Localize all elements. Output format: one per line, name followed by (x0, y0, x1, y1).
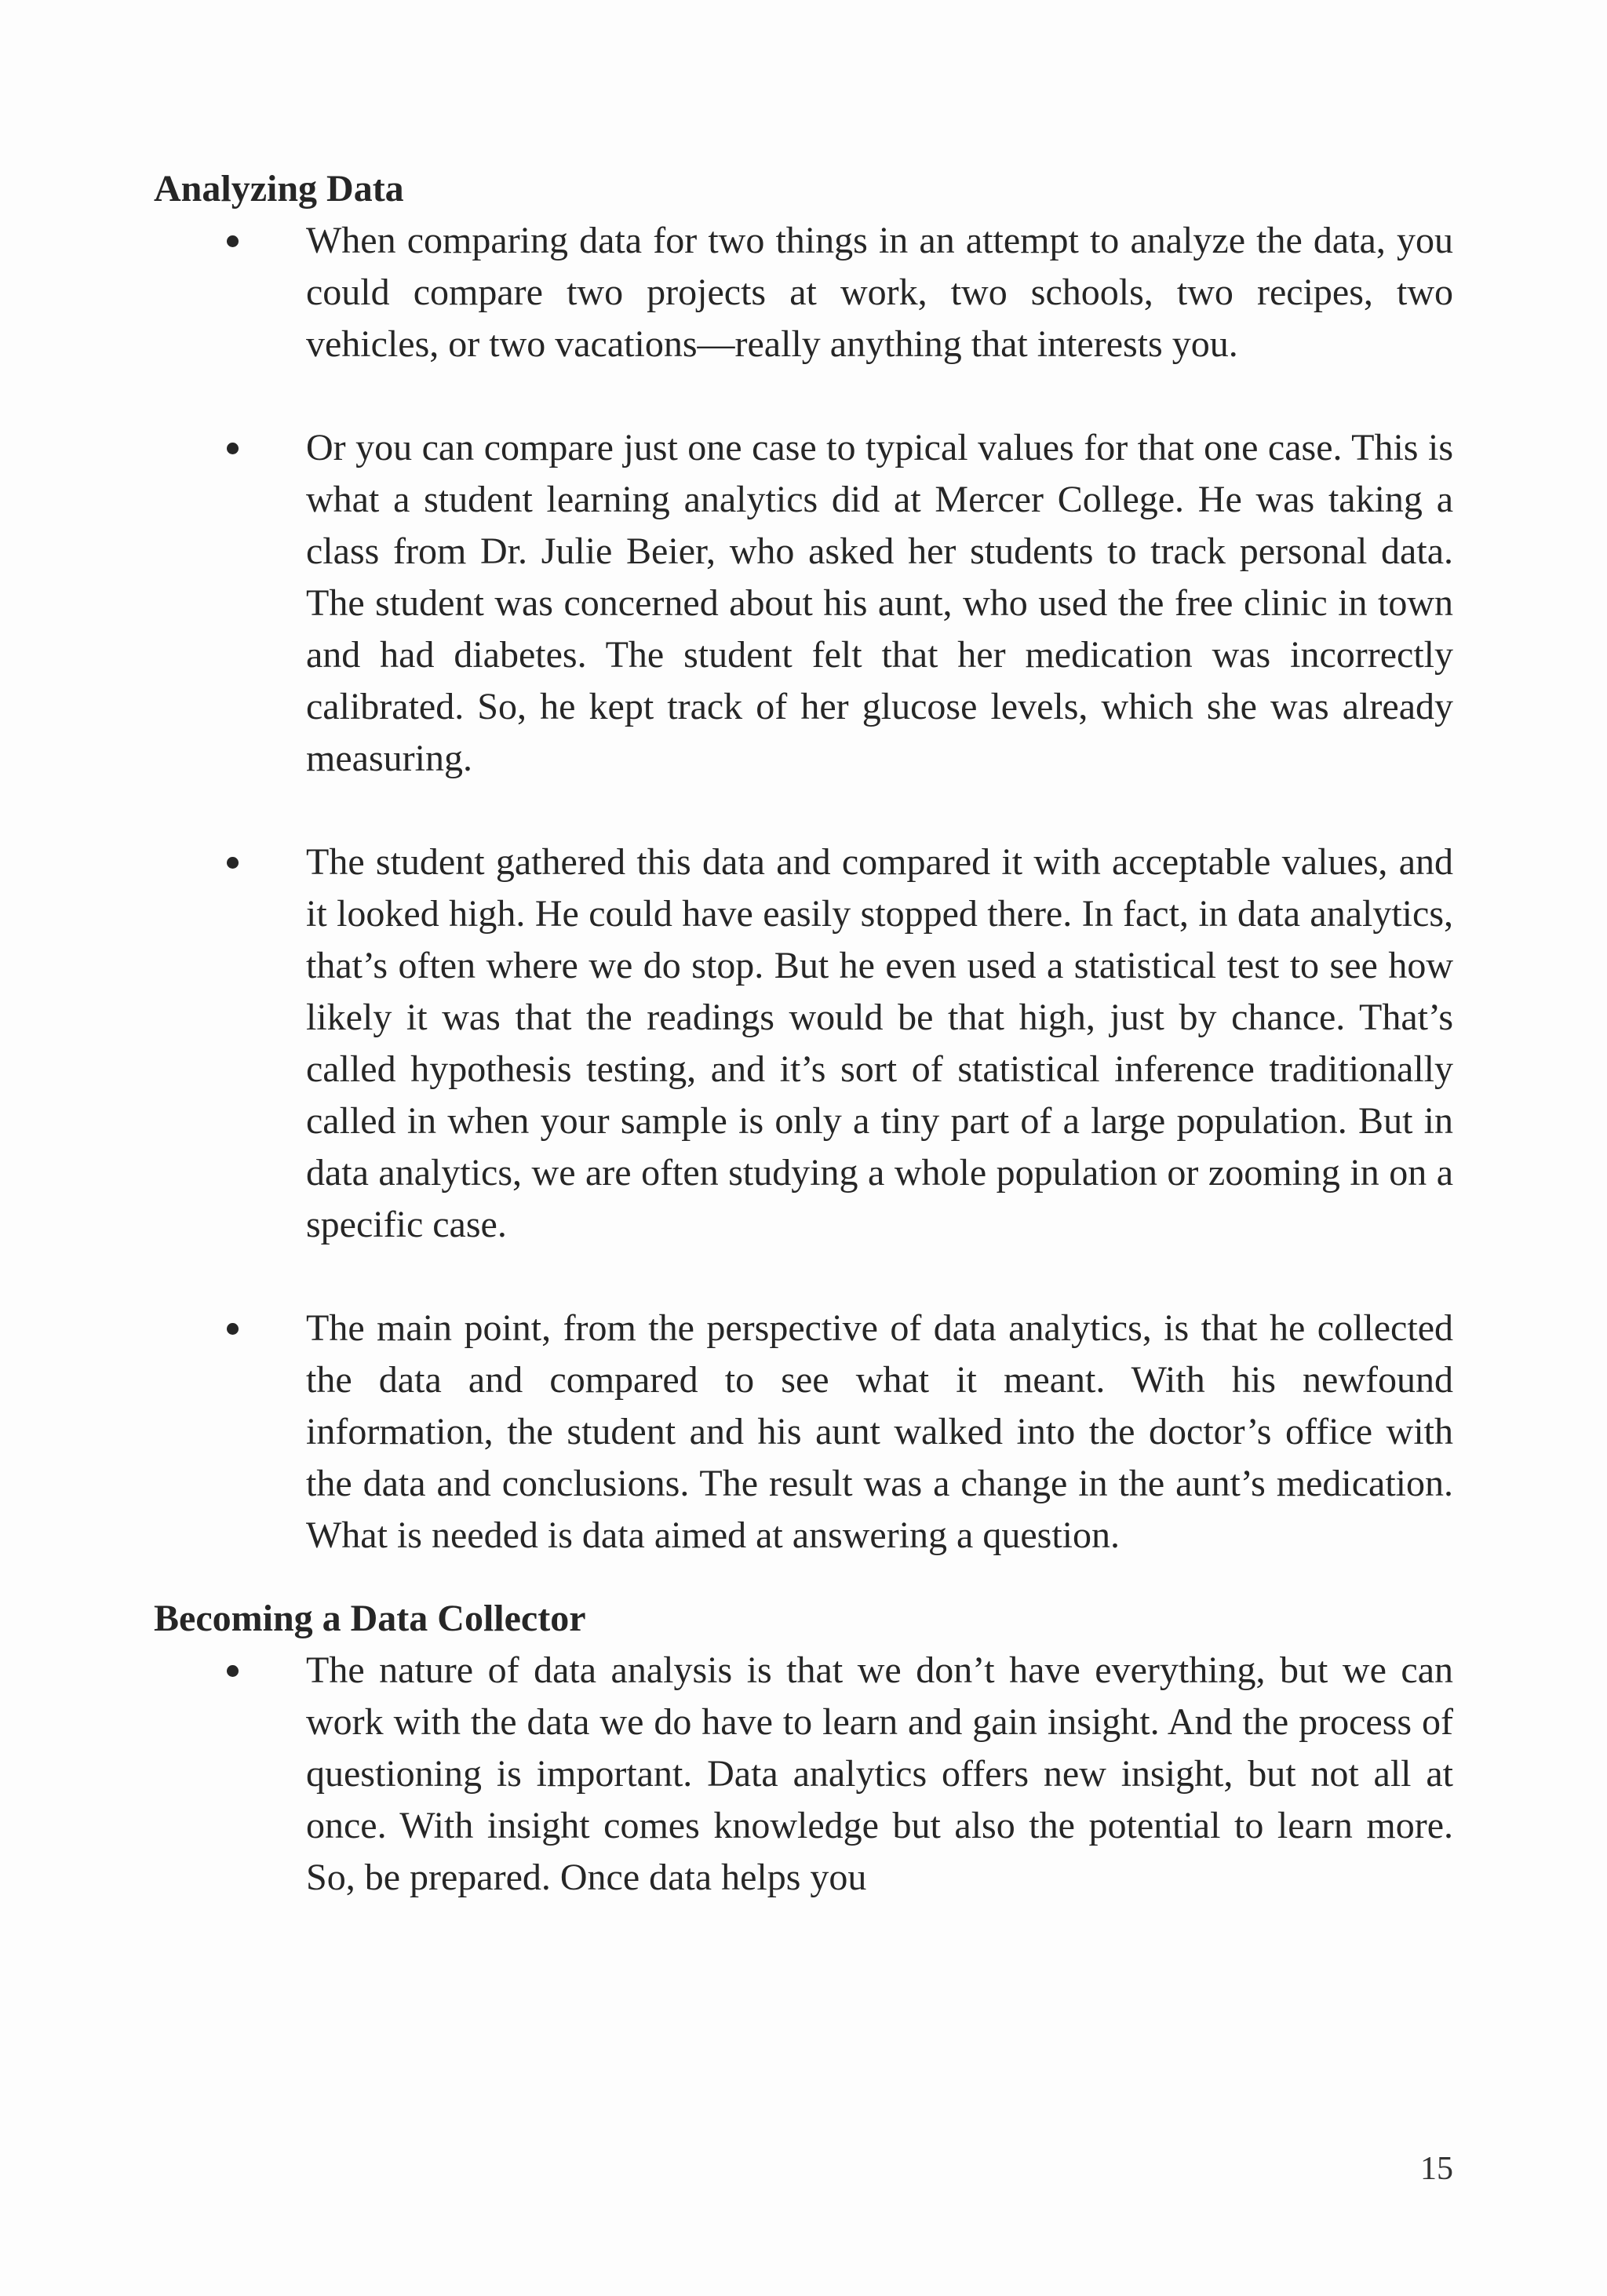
bullet-list-analyzing-data (154, 215, 1453, 1562)
bullet-icon (227, 857, 239, 869)
bullet-text: Or you can compare just one case to typical values for that one case. This is what a student learning analytics did at Mercer College. He was taking a class from Dr. Julie Beier, who asked her students to track personal data. The student was concerned about his aunt, who used the free clinic in town and had diabetes. The student felt that her medication was incorrectly calibrated. So, he kept track of her glucose levels, which she was already measuring. (306, 427, 1453, 779)
bullet-text: The main point, from the perspective of data analytics, is that he collected the data and compared to see what it meant. With his newfound information, the student and his aunt walked into the doctor’s office with the data and conclusions. The result was a change in the aunt’s medication. What is needed is data aimed at answering a question. (306, 1307, 1453, 1556)
page-content (154, 163, 1453, 1955)
list-item (154, 1645, 1453, 1904)
bullet-list-becoming-a-data-collector (154, 1645, 1453, 1904)
section-heading-becoming-a-data-collector: Becoming a Data Collector (154, 1598, 586, 1639)
list-item (154, 1303, 1453, 1562)
bullet-text: The student gathered this data and compared it with acceptable values, and it looked high. He could have easily stopped there. In fact, in data analytics, that’s often where we do stop. But he even used a statistical test to see how likely it was that the readings would be that high, just by chance. That’s called hypothesis testing, and it’s sort of statistical inference traditionally called in when your sample is only a tiny part of a large population. But in data analytics, we are often studying a whole population or zooming in on a specific case. (306, 841, 1453, 1245)
bullet-text: When comparing data for two things in an attempt to analyze the data, you could compare two projects at work, two schools, two recipes, two vehicles, or two vacations—really anything that interests you. (306, 220, 1453, 365)
page-number: 15 (1420, 2151, 1453, 2187)
bullet-text: The nature of data analysis is that we don’t have everything, but we can work with the data we do have to learn and gain insight. And the process of questioning is important. Data analytics offers new insight, but not all at once. With insight comes knowledge but also the potential to learn more. So, be prepared. Once data helps you (306, 1649, 1453, 1898)
list-item (154, 422, 1453, 785)
bullet-icon (227, 1323, 239, 1335)
section-heading-analyzing-data: Analyzing Data (154, 168, 404, 210)
bullet-icon (227, 443, 239, 454)
list-item (154, 836, 1453, 1251)
list-item (154, 215, 1453, 370)
bullet-icon (227, 1665, 239, 1677)
bullet-icon (227, 235, 239, 247)
